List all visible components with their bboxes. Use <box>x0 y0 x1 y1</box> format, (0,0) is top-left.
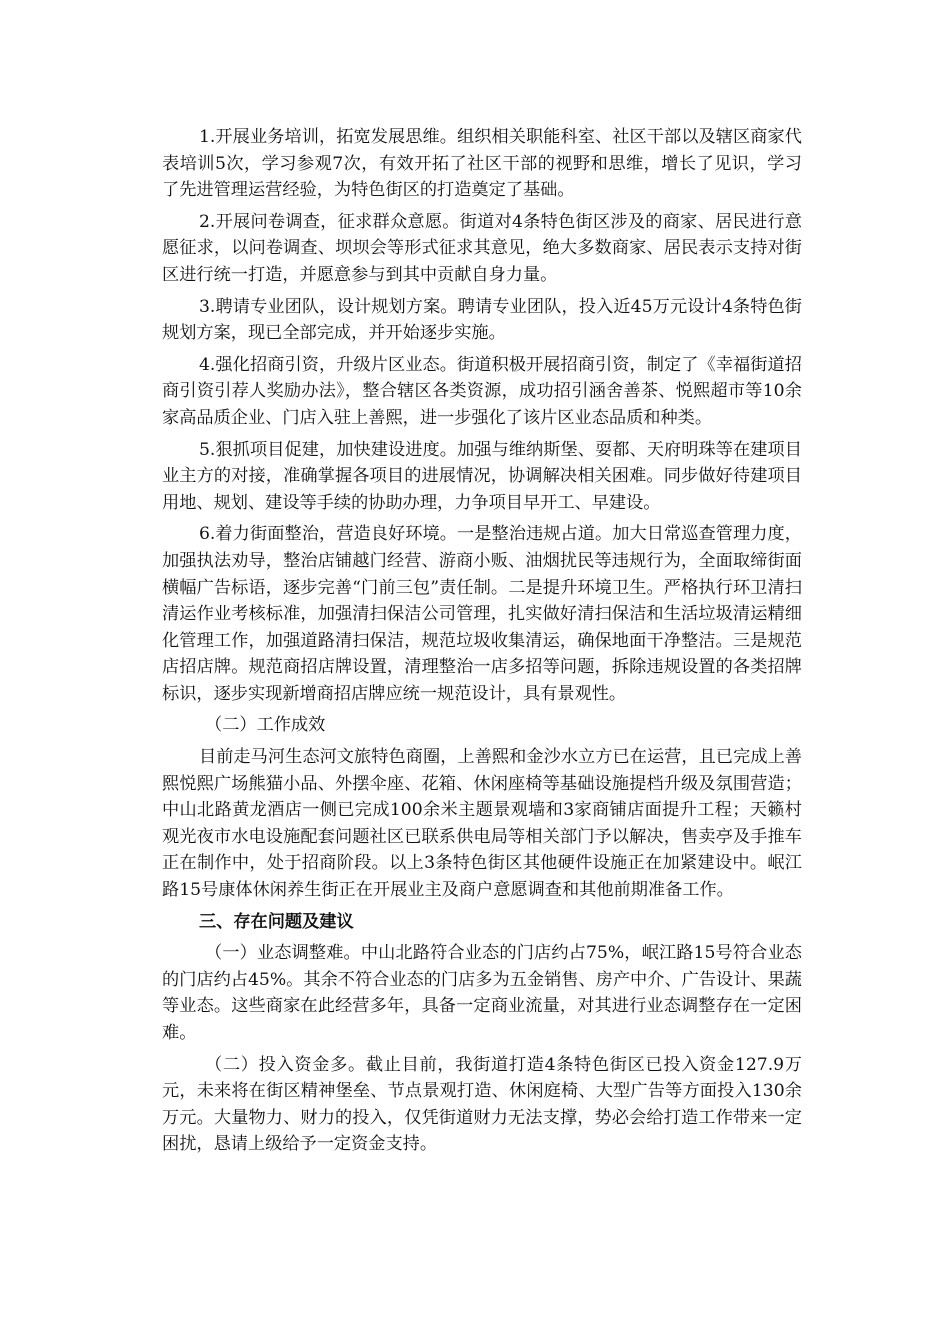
paragraph-results: 目前走马河生态河文旅特色商圈，上善熙和金沙水立方已在运营，且已完成上善熙悦熙广场熊猫小品、外摆伞座、花箱、休闲座椅等基础设施提档升级及氛围营造；中山北路黄龙酒店一侧已完成100余米主题景观墙和3家商铺店面提升工程；天籁村观光夜市水电设施配套问题社区已联系供电局等相关部门予以解决，售卖亭及手推车正在制作中，处于招商阶段。以上3条特色街区其他硬件设施正在加紧建设中。岷江路15号康体休闲养生街正在开展业主及商户意愿调查和其他前期准备工作。 <box>162 747 802 901</box>
paragraph-projects: 5.狠抓项目促建，加快建设进度。加强与维纳斯堡、耍都、天府明珠等在建项目业主方的对接，准确掌握各项目的进展情况，协调解决相关困难。同步做好待建项目用地、规划、建设等手续的协助办理，力争项目早开工、早建设。 <box>162 439 802 513</box>
document-page <box>162 124 802 1163</box>
subheading-work-results: （二）工作成效 <box>205 715 326 736</box>
section-heading-problems: 三、存在问题及建议 <box>198 911 354 932</box>
paragraph-problem-funding: （二）投入资金多。截止目前，我街道打造4条特色街区已投入资金127.9万元，未来将在街区精神堡垒、节点景观打造、休闲庭椅、大型广告等方面投入130余万元。大量物力、财力的投入，仅凭街道财力无法支撑，势必会给打造工作带来一定困扰，恳请上级给予一定资金支持。 <box>162 1054 802 1155</box>
paragraph-environment: 6.着力街面整治，营造良好环境。一是整治违规占道。加大日常巡查管理力度，加强执法劝导，整治店铺越门经营、游商小贩、油烟扰民等违规行为，全面取缔街面横幅广告标语，逐步完善“门前三包”责任制。二是提升环境卫生。严格执行环卫清扫清运作业考核标准，加强清扫保洁公司管理，扎实做好清扫保洁和生活垃圾清运精细化管理工作，加强道路清扫保洁，规范垃圾收集清运，确保地面干净整洁。三是规范店招店牌。规范商招店牌设置，清理整治一店多招等问题，拆除违规设置的各类招牌标识，逐步实现新增商招店牌应统一规范设计，具有景观性。 <box>162 524 802 704</box>
paragraph-problem-business: （一）业态调整难。中山北路符合业态的门店约占75%，岷江路15号符合业态的门店约占45%。其余不符合业态的门店多为五金销售、房产中介、广告设计、果蔬等业态。这些商家在此经营多年，具备一定商业流量，对其进行业态调整存在一定困难。 <box>162 943 802 1043</box>
paragraph-investment: 4.强化招商引资，升级片区业态。街道积极开展招商引资，制定了《幸福街道招商引资引荐人奖励办法》，整合辖区各类资源，成功招引涵舍善茶、悦熙超市等10余家高品质企业、门店入驻上善熙，进一步强化了该片区业态品质和种类。 <box>162 354 802 428</box>
paragraph-training: 1.开展业务培训，拓宽发展思维。组织相关职能科室、社区干部以及辖区商家代表培训5次，学习参观7次，有效开拓了社区干部的视野和思维，增长了见识，学习了先进管理运营经验，为特色街区的打造奠定了基础。 <box>162 127 802 201</box>
paragraph-design: 3.聘请专业团队，设计规划方案。聘请专业团队，投入近45万元设计4条特色街规划方案，现已全部完成，并开始逐步实施。 <box>162 296 802 344</box>
paragraph-survey: 2.开展问卷调查，征求群众意愿。街道对4条特色街区涉及的商家、居民进行意愿征求，以问卷调查、坝坝会等形式征求其意见，绝大多数商家、居民表示支持对街区进行统一打造，并愿意参与到其中贡献自身力量。 <box>162 211 802 285</box>
